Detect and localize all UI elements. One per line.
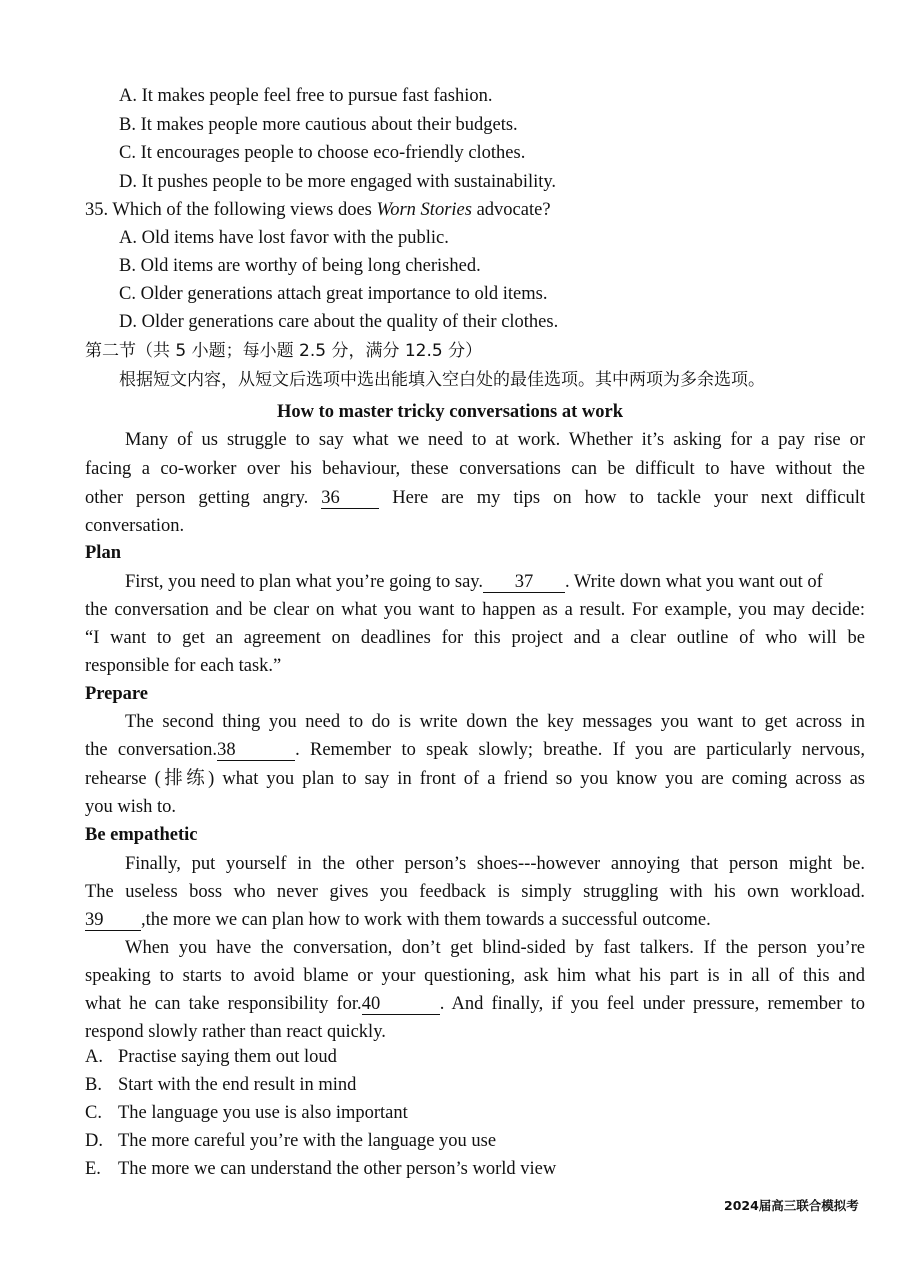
p4-line-2: The useless boss who never gives you feedback is simply struggling with his own workload. [85,882,865,902]
p4-text-after-blank: ,the more we can plan how to work with them towards a successful outcome. [141,910,711,930]
choice-e-text: The more we can understand the other person’s world view [118,1159,557,1179]
q35-option-d: D. Older generations care about the quality of their clothes. [119,312,559,332]
section-instruction: 根据短文内容，从短文后选项中选出能填入空白处的最佳选项。其中两项为多余选项。 [119,370,765,390]
q35-stem-before: 35. Which of the following views does [85,200,377,220]
blank-39[interactable]: 39 [85,910,141,931]
p1-line-2: facing a co-worker over his behaviour, these conversations can be difficult to have without the [85,459,865,479]
p5-text-before-blank: what he can take responsibility for. [85,994,362,1014]
section-heading: 第二节（共 5 小题；每小题 2.5 分，满分 12.5 分） [85,341,483,361]
q35-stem-after: advocate? [471,200,551,220]
choice-d-text: The more careful you’re with the language you use [118,1131,497,1151]
prev-option-d: D. It pushes people to be more engaged with sustainability. [119,172,557,192]
blank-40[interactable]: 40 [362,994,440,1015]
p5-line-4: respond slowly rather than react quickly. [85,1022,386,1042]
p1-text-after-blank: Here are my tips on how to tackle your next difficult [392,488,866,508]
choice-e-letter: E. [85,1159,101,1179]
p3-line-4: you wish to. [85,797,176,817]
blank-38[interactable]: 38 [217,740,295,761]
choice-c-text: The language you use is also important [118,1103,408,1123]
page-footer: 2024届高三联合模拟考 [724,1198,859,1213]
q35-option-b: B. Old items are worthy of being long cherished. [119,256,481,276]
prev-option-b: B. It makes people more cautious about their budgets. [119,115,518,135]
choice-c[interactable] [85,1101,408,1125]
p2-line-1 [125,570,823,594]
blank-37[interactable]: 37 [483,572,565,593]
choice-a-letter: A. [85,1047,103,1067]
prev-option-c: C. It encourages people to choose eco-friendly clothes. [119,143,526,163]
p5-line-2: speaking to starts to avoid blame or your questioning, ask him what his part is in all of this and [85,966,865,986]
choice-d-letter: D. [85,1131,103,1151]
p4-line-1: Finally, put yourself in the other person’s shoes---however annoying that person might be. [125,854,865,874]
p2-line-3: “I want to get an agreement on deadlines for this project and a clear outline of who will be [85,628,865,648]
p3-line-3: rehearse (排练) what you plan to say in front of a friend so you know you are coming across as [85,769,865,789]
heading-plan: Plan [85,543,121,563]
q35-stem-title: Worn Stories [376,200,472,220]
p4-line-3 [85,908,711,932]
q35-option-a: A. Old items have lost favor with the public. [119,228,449,248]
heading-empathetic: Be empathetic [85,825,198,845]
p3-line-2 [85,738,865,762]
choice-b-letter: B. [85,1075,102,1095]
q35-option-c: C. Older generations attach great importance to old items. [119,284,548,304]
p2-text-after-blank: . Write down what you want out of [564,572,823,592]
p2-line-4: responsible for each task.” [85,656,282,676]
p1-line-1: Many of us struggle to say what we need to at work. Whether it’s asking for a pay rise or [125,430,865,450]
p2-line-2: the conversation and be clear on what you want to happen as a result. For example, you may decide: [85,600,865,620]
p1-text-before-blank: other person getting angry. [85,488,309,508]
blank-36[interactable]: 36 [321,488,379,509]
choice-b-text: Start with the end result in mind [118,1075,357,1095]
p1-line-3 [85,486,865,510]
choice-a-text: Practise saying them out loud [118,1047,337,1067]
choice-c-letter: C. [85,1103,102,1123]
prev-option-a: A. It makes people feel free to pursue fast fashion. [119,86,493,106]
p5-line-1: When you have the conversation, don’t get blind-sided by fast talkers. If the person you’re [125,938,865,958]
choice-d[interactable] [85,1129,496,1153]
p1-line-4: conversation. [85,516,185,536]
choice-b[interactable] [85,1073,356,1097]
question-35-stem [85,198,551,222]
heading-prepare: Prepare [85,684,149,704]
choice-e[interactable] [85,1157,556,1181]
p5-line-3 [85,992,865,1016]
p3-text-after-blank: . Remember to speak slowly; breathe. If you are particularly nervous, [295,740,865,760]
p5-text-after-blank: . And finally, if you feel under pressure, remember to [439,994,865,1014]
choice-a[interactable] [85,1045,337,1069]
p3-text-before-blank: the conversation. [85,740,218,760]
passage-title: How to master tricky conversations at work [277,402,623,422]
p3-line-1: The second thing you need to do is write down the key messages you want to get across in [125,712,865,732]
p2-text-before-blank: First, you need to plan what you’re going to say. [125,572,483,592]
